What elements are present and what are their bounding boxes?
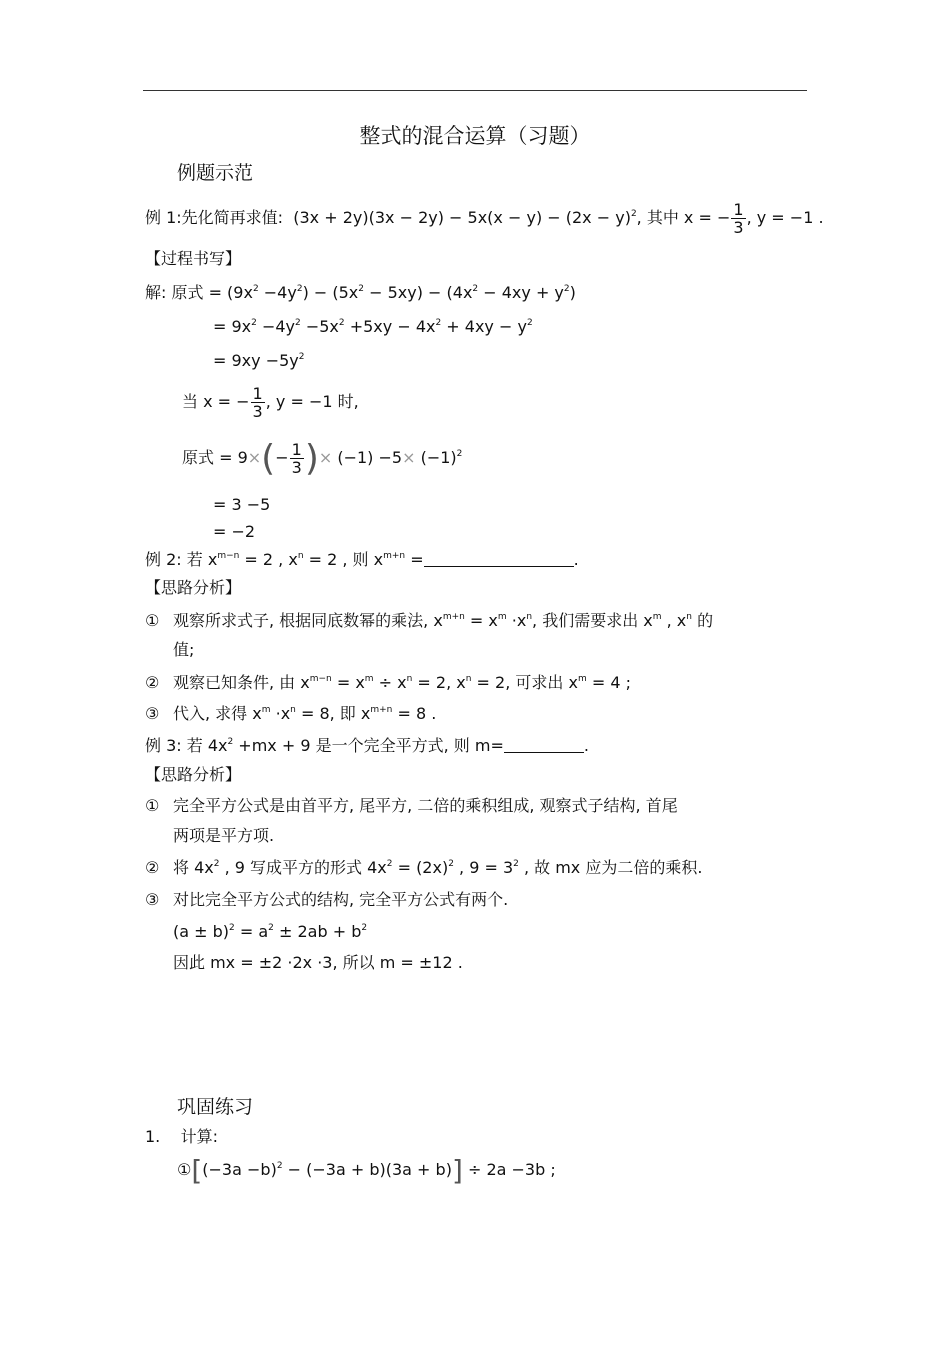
- solution-line-4: 当 x = − $\frac{1}{3}$ , y = −1 时,: [182, 384, 359, 421]
- analysis-label-2: 【思路分析】: [145, 578, 242, 597]
- solution-line-3: = $9xy -5y^2$: [213, 351, 305, 370]
- process-label: 【过程书写】: [145, 249, 242, 268]
- analysis-label-3: 【思路分析】: [145, 765, 242, 784]
- analysis-3-step-1: ① 完全平方公式是由首平方, 尾平方, 二倍的乘积组成, 观察式子结构, 首尾: [145, 796, 678, 815]
- fraction: $\frac{1}{3}$: [291, 440, 302, 477]
- practice-1: 1. 计算:: [145, 1127, 219, 1146]
- section-examples: 例题示范: [177, 162, 254, 184]
- fraction: $\frac{1}{3}$: [252, 384, 263, 421]
- perfect-square-formula: $(a \pm b)^2 = a^2 \pm 2ab + b^2$: [173, 922, 368, 941]
- answer-blank: [424, 552, 574, 567]
- example-1: 例 1:先化简再求值: $(3x + 2y)(3x - 2y) - 5x(x - y) - (2x - y)^2$, 其中 x = − $\frac{1}{3}$ , y = −1 .: [145, 200, 824, 237]
- analysis-3-step-2: ② 将 $4x^2$ , 9 写成平方的形式 $4x^2 = (2x)^2$ , $9 = 3^2$ , 故 mx 应为二倍的乘积.: [145, 858, 703, 877]
- analysis-2-step-1-cont: 值;: [173, 640, 195, 659]
- analysis-2-step-2: ② 观察已知条件, 由 $x^{m-n} = x^m \div x^n = 2$, $x^n = 2$, 可求出 $x^m = 4$ ;: [145, 673, 631, 692]
- example-3: 例 3: 若 $4x^2 +mx + 9$ 是一个完全平方式, 则 m= .: [145, 736, 589, 755]
- answer-blank: [504, 738, 584, 753]
- section-practice: 巩固练习: [177, 1096, 254, 1118]
- analysis-2-step-1: ① 观察所求式子, 根据同底数幂的乘法, $x^{m+n} = x^m \cdot x^n$, 我们需要求出 $x^m$ , $x^n$ 的: [145, 611, 714, 630]
- analysis-3-step-1-cont: 两项是平方项.: [173, 826, 275, 845]
- analysis-3-step-3: ③ 对比完全平方公式的结构, 完全平方公式有两个.: [145, 890, 509, 909]
- solution-line-1: 解: 原式 = $(9x^2 -4y^2) - (5x^2 - 5xy) - (4x^2 - 4xy + y^2)$: [145, 283, 576, 302]
- solution-line-6: = 3 −5: [213, 495, 271, 514]
- fraction: $\frac{1}{3}$: [733, 200, 744, 237]
- practice-1-item-1: ①[(−3a −b)$^2$ − (−3a + b)(3a + b)] ÷ 2a −3b ;: [177, 1153, 556, 1187]
- analysis-2-step-3: ③ 代入, 求得 $x^m \cdot x^n = 8$, 即 $x^{m+n} = 8$ .: [145, 704, 437, 723]
- top-rule: [143, 90, 807, 91]
- page-title: 整式的混合运算（习题）: [359, 124, 591, 148]
- solution-line-7: = −2: [213, 522, 256, 541]
- solution-line-2: = $9x^2 -4y^2 -5x^2 +5xy - 4x^2 + 4xy - y^2$: [213, 317, 533, 336]
- analysis-3-conclusion: 因此 mx = ±2 ·2x ·3, 所以 m = ±12 .: [173, 953, 463, 972]
- example-2: 例 2: 若 $x^{m-n} = 2$ , $x^n = 2$ , 则 $x^{m+n}$ = .: [145, 550, 579, 569]
- solution-line-5: 原式 = 9×(− $\frac{1}{3}$ )× $(-1) -5\times (-1)^2$: [182, 437, 463, 479]
